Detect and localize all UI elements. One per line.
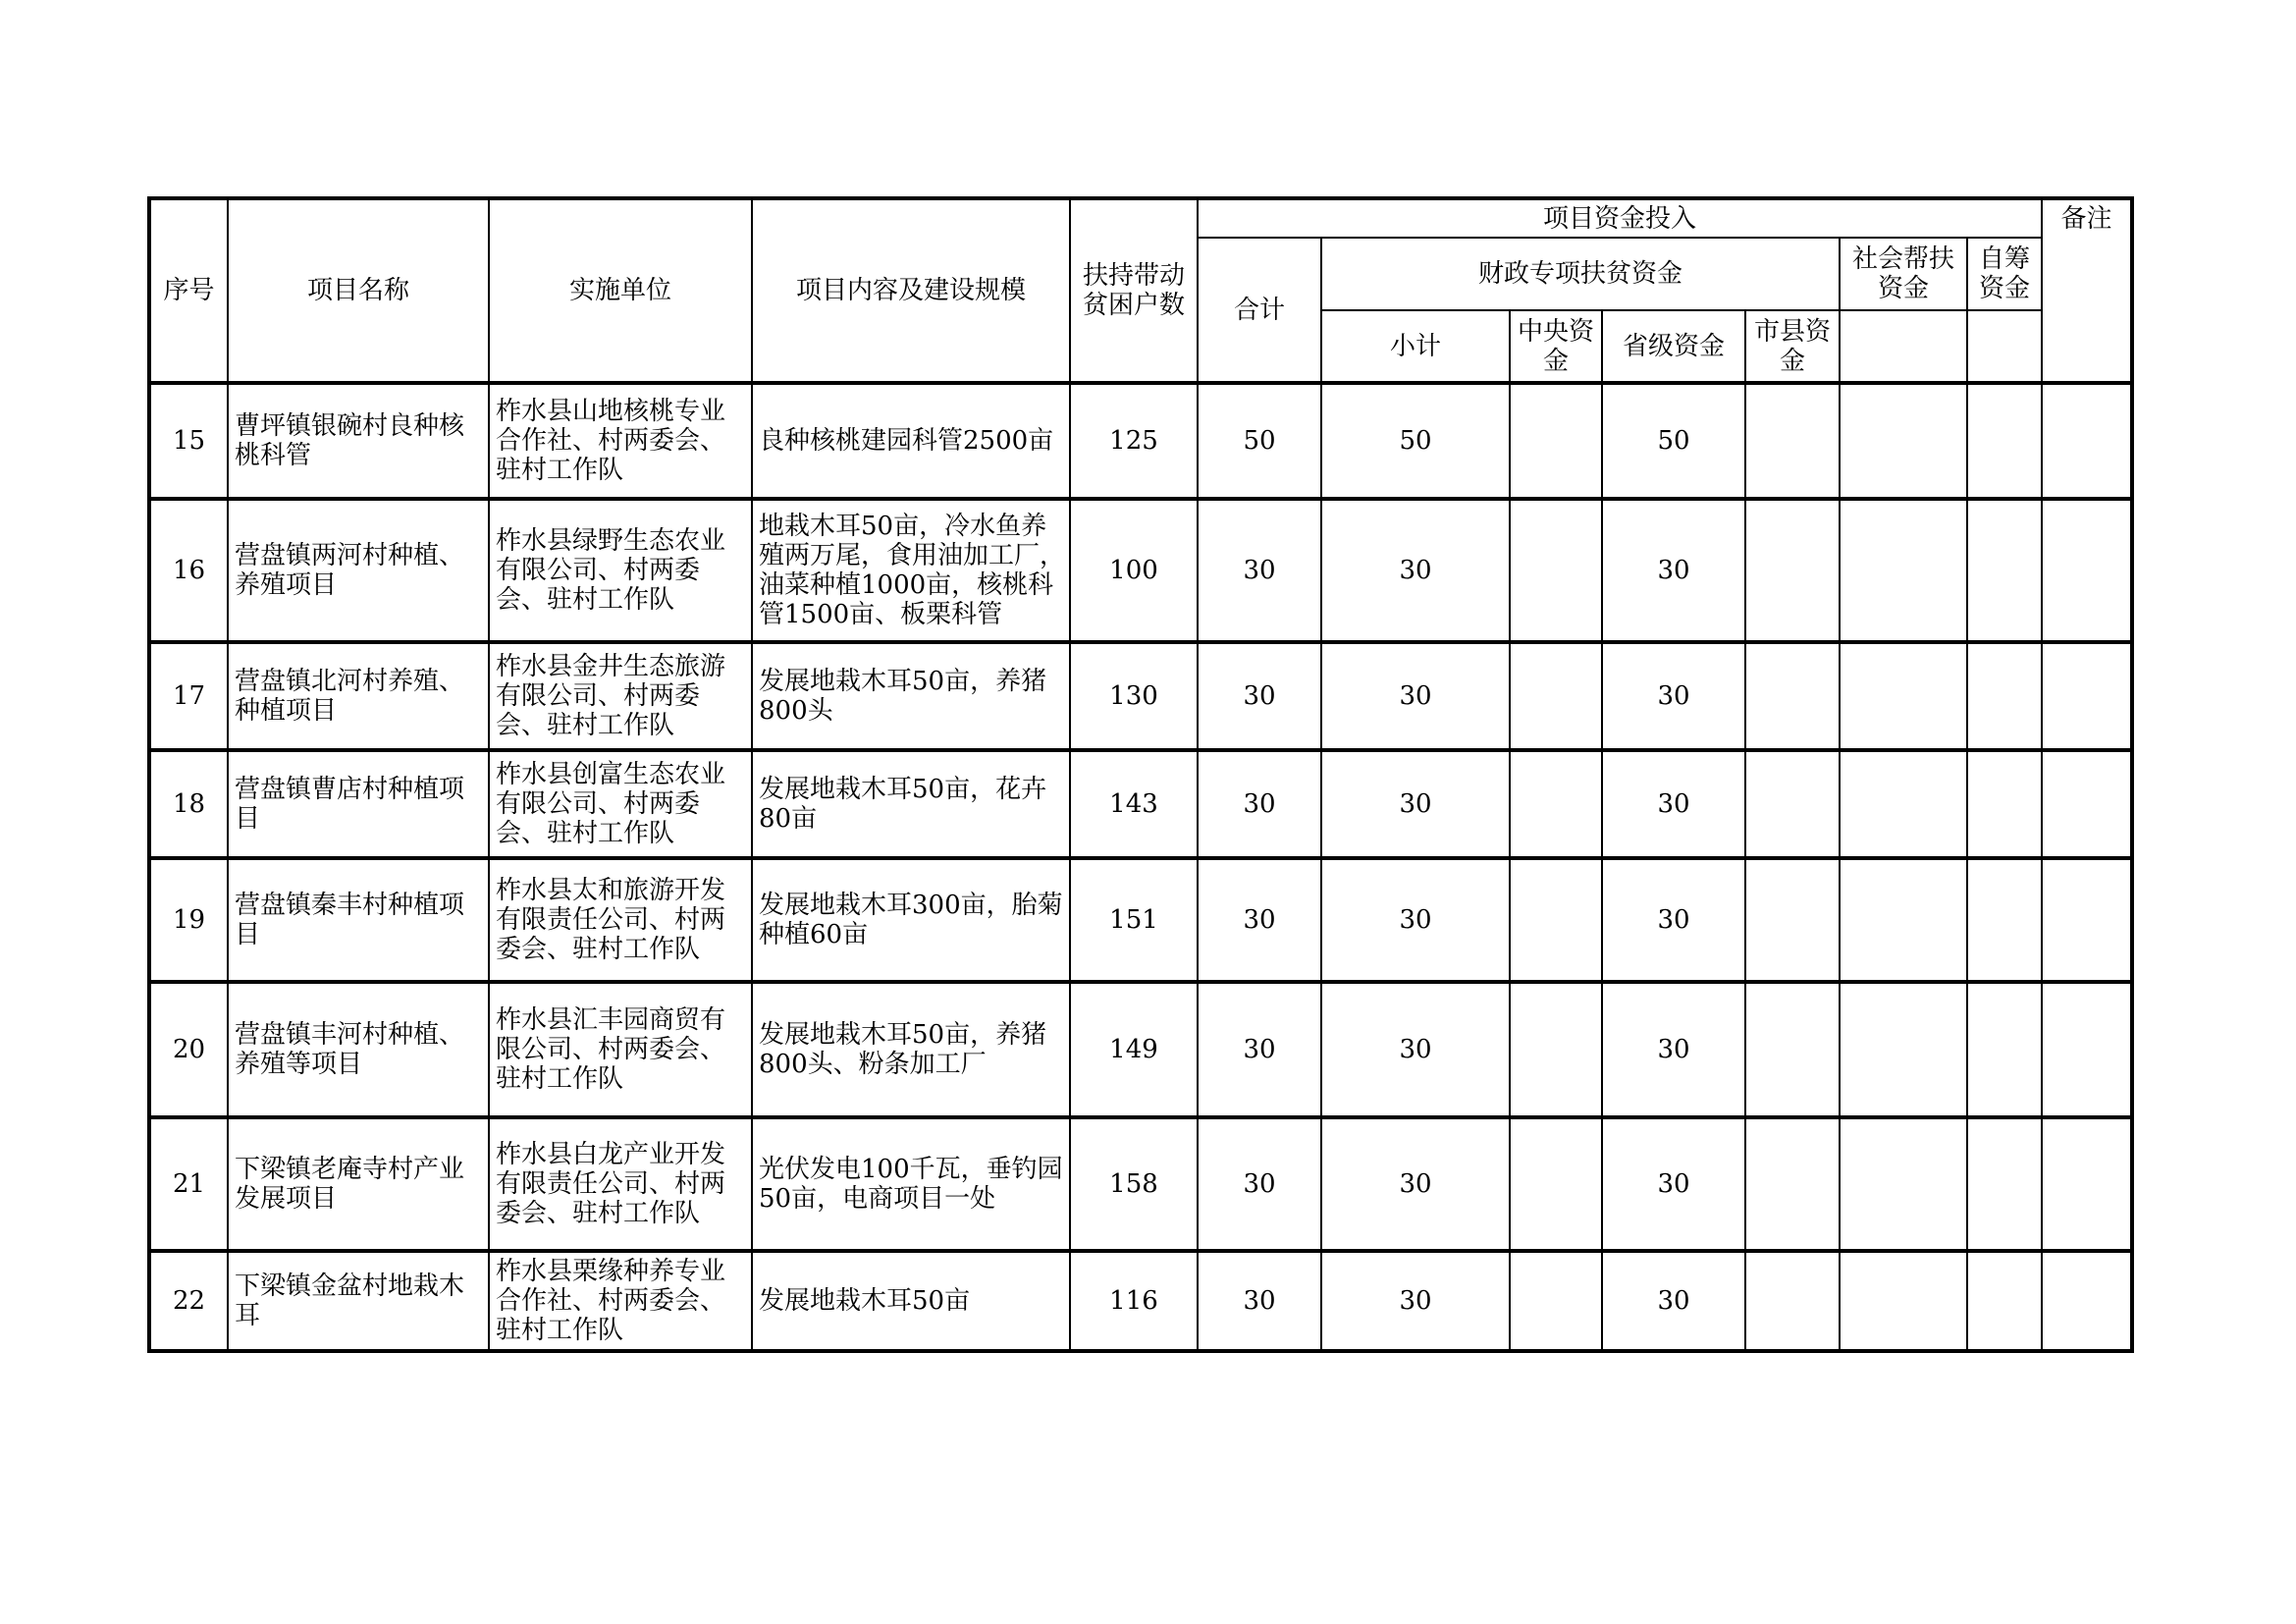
- cell-subtotal: 30: [1321, 982, 1510, 1117]
- cell-provincial: 30: [1602, 499, 1745, 642]
- cell-total: 30: [1198, 642, 1321, 750]
- header-social: 社会帮扶资金: [1840, 238, 1967, 310]
- cell-self: [1967, 499, 2042, 642]
- cell-seq: 19: [149, 858, 228, 982]
- cell-content: 良种核桃建园科管2500亩: [752, 383, 1070, 499]
- cell-households: 130: [1070, 642, 1198, 750]
- cell-subtotal: 30: [1321, 858, 1510, 982]
- cell-seq: 15: [149, 383, 228, 499]
- table-row: [149, 1117, 2132, 1251]
- cell-seq: 20: [149, 982, 228, 1117]
- cell-content: 光伏发电100千瓦，垂钓园50亩，电商项目一处: [752, 1117, 1070, 1251]
- table-row: [149, 642, 2132, 750]
- header-city-county: 市县资金: [1745, 310, 1840, 383]
- header-households: 扶持带动贫困户数: [1070, 198, 1198, 383]
- header-self-empty: [1967, 310, 2042, 383]
- table-row: [149, 383, 2132, 499]
- cell-content: 发展地栽木耳50亩，养猪800头、粉条加工厂: [752, 982, 1070, 1117]
- cell-content: 地栽木耳50亩，冷水鱼养殖两万尾，食用油加工厂，油菜种植1000亩，核桃科管1500亩、板栗科管: [752, 499, 1070, 642]
- cell-households: 116: [1070, 1251, 1198, 1351]
- cell-provincial: 30: [1602, 1251, 1745, 1351]
- cell-self: [1967, 858, 2042, 982]
- cell-seq: 22: [149, 1251, 228, 1351]
- cell-central: [1510, 1117, 1602, 1251]
- cell-social: [1840, 982, 1967, 1117]
- cell-content: 发展地栽木耳50亩: [752, 1251, 1070, 1351]
- header-central: 中央资金: [1510, 310, 1602, 383]
- cell-households: 125: [1070, 383, 1198, 499]
- header-social-empty: [1840, 310, 1967, 383]
- cell-self: [1967, 750, 2042, 858]
- table-row: [149, 858, 2132, 982]
- cell-self: [1967, 642, 2042, 750]
- cell-central: [1510, 499, 1602, 642]
- cell-remark: [2042, 642, 2132, 750]
- cell-households: 158: [1070, 1117, 1198, 1251]
- cell-central: [1510, 858, 1602, 982]
- cell-unit: 柞水县汇丰园商贸有限公司、村两委会、驻村工作队: [489, 982, 752, 1117]
- cell-name: 营盘镇北河村养殖、种植项目: [228, 642, 489, 750]
- cell-social: [1840, 1117, 1967, 1251]
- header-fiscal: 财政专项扶贫资金: [1321, 238, 1840, 310]
- cell-total: 30: [1198, 1117, 1321, 1251]
- cell-content: 发展地栽木耳50亩，花卉80亩: [752, 750, 1070, 858]
- cell-social: [1840, 499, 1967, 642]
- cell-unit: 柞水县山地核桃专业合作社、村两委会、驻村工作队: [489, 383, 752, 499]
- cell-provincial: 30: [1602, 642, 1745, 750]
- cell-central: [1510, 383, 1602, 499]
- cell-total: 30: [1198, 750, 1321, 858]
- header-content: 项目内容及建设规模: [752, 198, 1070, 383]
- cell-content: 发展地栽木耳300亩，胎菊种植60亩: [752, 858, 1070, 982]
- table-header: [149, 198, 2132, 383]
- cell-central: [1510, 982, 1602, 1117]
- cell-city-county: [1745, 750, 1840, 858]
- cell-households: 149: [1070, 982, 1198, 1117]
- project-funding-table: [147, 196, 2134, 1353]
- cell-provincial: 30: [1602, 750, 1745, 858]
- header-provincial: 省级资金: [1602, 310, 1745, 383]
- cell-name: 营盘镇秦丰村种植项目: [228, 858, 489, 982]
- cell-city-county: [1745, 642, 1840, 750]
- cell-social: [1840, 383, 1967, 499]
- cell-name: 营盘镇曹店村种植项目: [228, 750, 489, 858]
- cell-subtotal: 30: [1321, 1117, 1510, 1251]
- cell-unit: 柞水县绿野生态农业有限公司、村两委会、驻村工作队: [489, 499, 752, 642]
- cell-self: [1967, 383, 2042, 499]
- cell-seq: 18: [149, 750, 228, 858]
- cell-name: 下梁镇老庵寺村产业发展项目: [228, 1117, 489, 1251]
- cell-total: 30: [1198, 982, 1321, 1117]
- table-row: [149, 750, 2132, 858]
- cell-total: 30: [1198, 499, 1321, 642]
- header-name: 项目名称: [228, 198, 489, 383]
- cell-name: 营盘镇丰河村种植、养殖等项目: [228, 982, 489, 1117]
- cell-provincial: 50: [1602, 383, 1745, 499]
- cell-name: 曹坪镇银碗村良种核桃科管: [228, 383, 489, 499]
- header-total: 合计: [1198, 238, 1321, 383]
- cell-total: 30: [1198, 1251, 1321, 1351]
- cell-social: [1840, 750, 1967, 858]
- cell-content: 发展地栽木耳50亩，养猪800头: [752, 642, 1070, 750]
- cell-remark: [2042, 383, 2132, 499]
- cell-central: [1510, 1251, 1602, 1351]
- cell-self: [1967, 1117, 2042, 1251]
- cell-remark: [2042, 982, 2132, 1117]
- cell-seq: 17: [149, 642, 228, 750]
- table-body: [149, 383, 2132, 1351]
- cell-city-county: [1745, 1117, 1840, 1251]
- header-subtotal: 小计: [1321, 310, 1510, 383]
- cell-subtotal: 50: [1321, 383, 1510, 499]
- cell-name: 营盘镇两河村种植、养殖项目: [228, 499, 489, 642]
- header-self: 自筹资金: [1967, 238, 2042, 310]
- cell-city-county: [1745, 383, 1840, 499]
- header-remark: 备注: [2042, 198, 2132, 383]
- cell-subtotal: 30: [1321, 642, 1510, 750]
- header-funding: 项目资金投入: [1198, 198, 2042, 238]
- cell-remark: [2042, 858, 2132, 982]
- cell-central: [1510, 642, 1602, 750]
- cell-subtotal: 30: [1321, 499, 1510, 642]
- header-seq: 序号: [149, 198, 228, 383]
- cell-seq: 21: [149, 1117, 228, 1251]
- cell-name: 下梁镇金盆村地栽木耳: [228, 1251, 489, 1351]
- table-row: [149, 982, 2132, 1117]
- cell-self: [1967, 982, 2042, 1117]
- cell-remark: [2042, 750, 2132, 858]
- cell-city-county: [1745, 982, 1840, 1117]
- cell-city-county: [1745, 858, 1840, 982]
- cell-provincial: 30: [1602, 1117, 1745, 1251]
- cell-self: [1967, 1251, 2042, 1351]
- cell-provincial: 30: [1602, 982, 1745, 1117]
- cell-unit: 柞水县金井生态旅游有限公司、村两委会、驻村工作队: [489, 642, 752, 750]
- table-row: [149, 499, 2132, 642]
- cell-social: [1840, 642, 1967, 750]
- cell-unit: 柞水县创富生态农业有限公司、村两委会、驻村工作队: [489, 750, 752, 858]
- cell-subtotal: 30: [1321, 1251, 1510, 1351]
- cell-remark: [2042, 499, 2132, 642]
- cell-unit: 柞水县白龙产业开发有限责任公司、村两委会、驻村工作队: [489, 1117, 752, 1251]
- cell-provincial: 30: [1602, 858, 1745, 982]
- cell-total: 30: [1198, 858, 1321, 982]
- cell-households: 100: [1070, 499, 1198, 642]
- table-row: [149, 1251, 2132, 1351]
- cell-city-county: [1745, 499, 1840, 642]
- cell-subtotal: 30: [1321, 750, 1510, 858]
- cell-remark: [2042, 1117, 2132, 1251]
- cell-social: [1840, 858, 1967, 982]
- cell-seq: 16: [149, 499, 228, 642]
- cell-unit: 柞水县栗缘种养专业合作社、村两委会、驻村工作队: [489, 1251, 752, 1351]
- cell-households: 143: [1070, 750, 1198, 858]
- header-unit: 实施单位: [489, 198, 752, 383]
- cell-social: [1840, 1251, 1967, 1351]
- cell-households: 151: [1070, 858, 1198, 982]
- cell-city-county: [1745, 1251, 1840, 1351]
- cell-central: [1510, 750, 1602, 858]
- cell-total: 50: [1198, 383, 1321, 499]
- cell-unit: 柞水县太和旅游开发有限责任公司、村两委会、驻村工作队: [489, 858, 752, 982]
- cell-remark: [2042, 1251, 2132, 1351]
